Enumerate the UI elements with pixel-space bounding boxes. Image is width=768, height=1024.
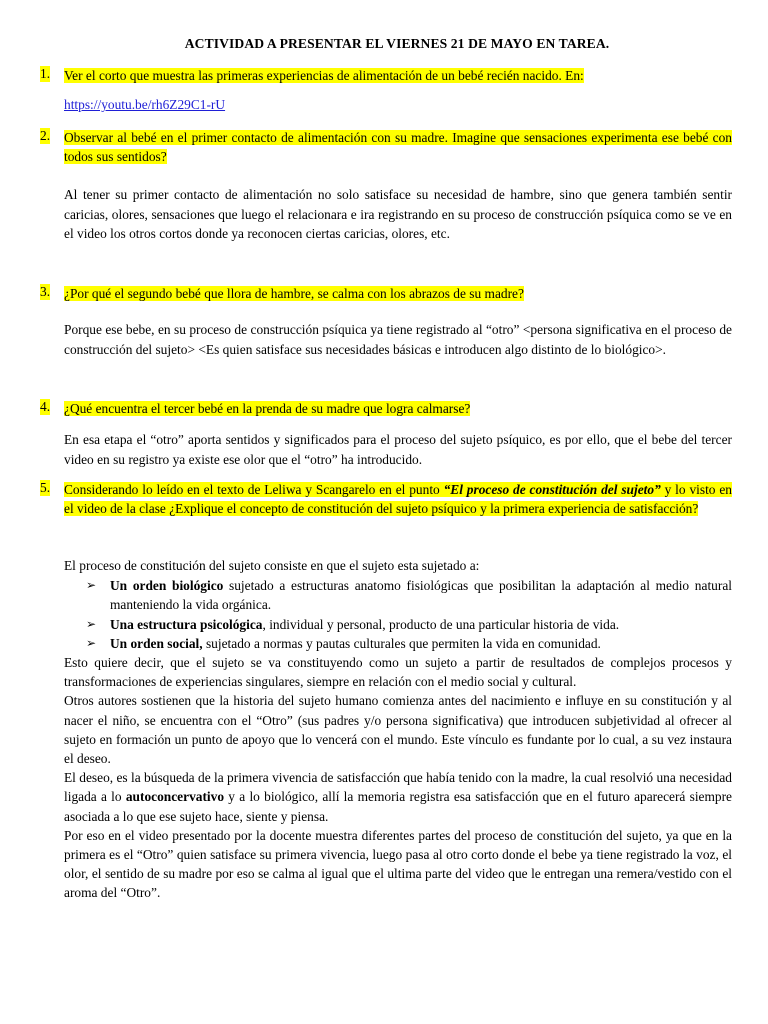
answer-5-intro: El proceso de constitución del sujeto consiste en que el sujeto esta sujetado a: — [64, 558, 480, 573]
page-title: ACTIVIDAD A PRESENTAR EL VIERNES 21 DE MAYO EN TAREA. — [184, 36, 610, 51]
question-4-number: 4. — [40, 399, 51, 414]
question-1-number: 1. — [40, 66, 51, 81]
list-item: ➢ Un orden social, sujetado a normas y pautas culturales que permiten la vida en comunidad. — [86, 634, 732, 653]
answer-5-paragraph-3: El deseo, es la búsqueda de la primera vivencia de satisfacción que había tenido con la madre, la cual resolvió una necesidad ligada a lo autoconcervativo y a lo biológico, allí la memoria registra esa satisfacción que en el futuro aparecerá siempre asociada a lo que ese sujeto hace, siente y piensa. — [64, 770, 733, 824]
answer-5-paragraph-2: Otros autores sostienen que la historia del sujeto humano comienza antes del nacimiento e influye en su constitución y al nacer el niño, se encuentra con el “Otro” (sus padres y/o persona significativa) que introducen subjetividad al ofrecer al sujeto en formación un punto de apoyo que lo vencerá con el mundo. Este vínculo es fundante por lo cual, a su vez instaura el deseo. — [64, 693, 732, 767]
autoconcervativo-term: autoconcervativo — [125, 789, 225, 805]
answer-5-paragraph-1: Esto quiere decir, que el sujeto se va constituyendo como un sujeto a partir de resultados de complejos procesos y transformaciones de experiencias singulares, siempre en relación con el medio social y cultural. — [64, 655, 732, 690]
arrowhead-bullet-icon: ➢ — [86, 578, 97, 592]
arrowhead-bullet-icon: ➢ — [86, 635, 97, 650]
question-1 — [40, 66, 732, 85]
list-item: ➢ Una estructura psicológica, individual y personal, producto de una particular historia de vida. — [86, 615, 732, 634]
question-5-emphasis: “El proceso de constitución del sujeto” — [443, 482, 661, 497]
question-3-text: ¿Por qué el segundo bebé que llora de hambre, se calma con los abrazos de su madre? — [64, 286, 524, 301]
question-3-number: 3. — [40, 284, 51, 299]
question-2-number: 2. — [40, 128, 51, 143]
answer-5-body — [64, 653, 732, 903]
question-5-number: 5. — [40, 480, 51, 495]
arrowhead-bullet-icon: ➢ — [86, 616, 97, 631]
question-5 — [40, 480, 732, 518]
question-1-text: Ver el corto que muestra las primeras experiencias de alimentación de un bebé recién nacido. En: — [64, 68, 584, 83]
answer-5-paragraph-4: Por eso en el video presentado por la docente muestra diferentes partes del proceso de constitución del sujeto, ya que en la primera es el “Otro” quien satisface su primera vivencia, luego pasa al otro corto donde el bebe ya tiene registrado la voz, el olor, el sentido de su madre por eso se calma al igual que el ultima parte del video que le entregan una remera/vestido con el aroma del “Otro”. — [64, 827, 732, 901]
question-3 — [40, 284, 732, 303]
answer-4: En esa etapa el “otro” aporta sentidos y significados para el proceso del sujeto psíquico, es por ello, que el bebe del tercer video en su registro ya existe ese olor que el “otro” ha introducido. — [64, 432, 732, 467]
answer-2: Al tener su primer contacto de alimentación no solo satisface su necesidad de hambre, sino que genera también sentir caricias, olores, sensaciones que luego el relacionara e ira registrando en su proceso de construcción psíquica como se ve en el video los otros cortos donde ya reconocen ciertas caricias, olores, etc. — [64, 187, 732, 241]
question-5-text: Considerando lo leído en el texto de Leliwa y Scangarelo en el punto “El proceso de constitución del sujeto” y lo visto en el video de la clase ¿Explique el concepto de constitución del sujeto psíquico y la primera experiencia de satisfacción? — [64, 482, 732, 516]
answer-3: Porque ese bebe, en su proceso de construcción psíquica ya tiene registrado al “otro” <persona significativa en el proceso de construcción del sujeto> <Es quien satisface sus necesidades básicas e introducen algo distinto de lo biológico>. — [64, 322, 732, 357]
bullet-list — [86, 576, 732, 653]
video-link[interactable]: https://youtu.be/rh6Z29C1-rU — [64, 97, 226, 112]
question-4 — [40, 399, 732, 418]
question-2 — [40, 128, 732, 166]
list-item: ➢ Un orden biológico sujetado a estructuras anatomo fisiológicas que posibilitan la adaptación al medio natural manteniendo la vida orgánica. — [86, 578, 732, 613]
question-2-text: Observar al bebé en el primer contacto de alimentación con su madre. Imagine que sensaciones experimenta ese bebé con todos sus sentidos? — [64, 130, 732, 164]
question-4-text: ¿Qué encuentra el tercer bebé en la prenda de su madre que logra calmarse? — [64, 401, 471, 416]
